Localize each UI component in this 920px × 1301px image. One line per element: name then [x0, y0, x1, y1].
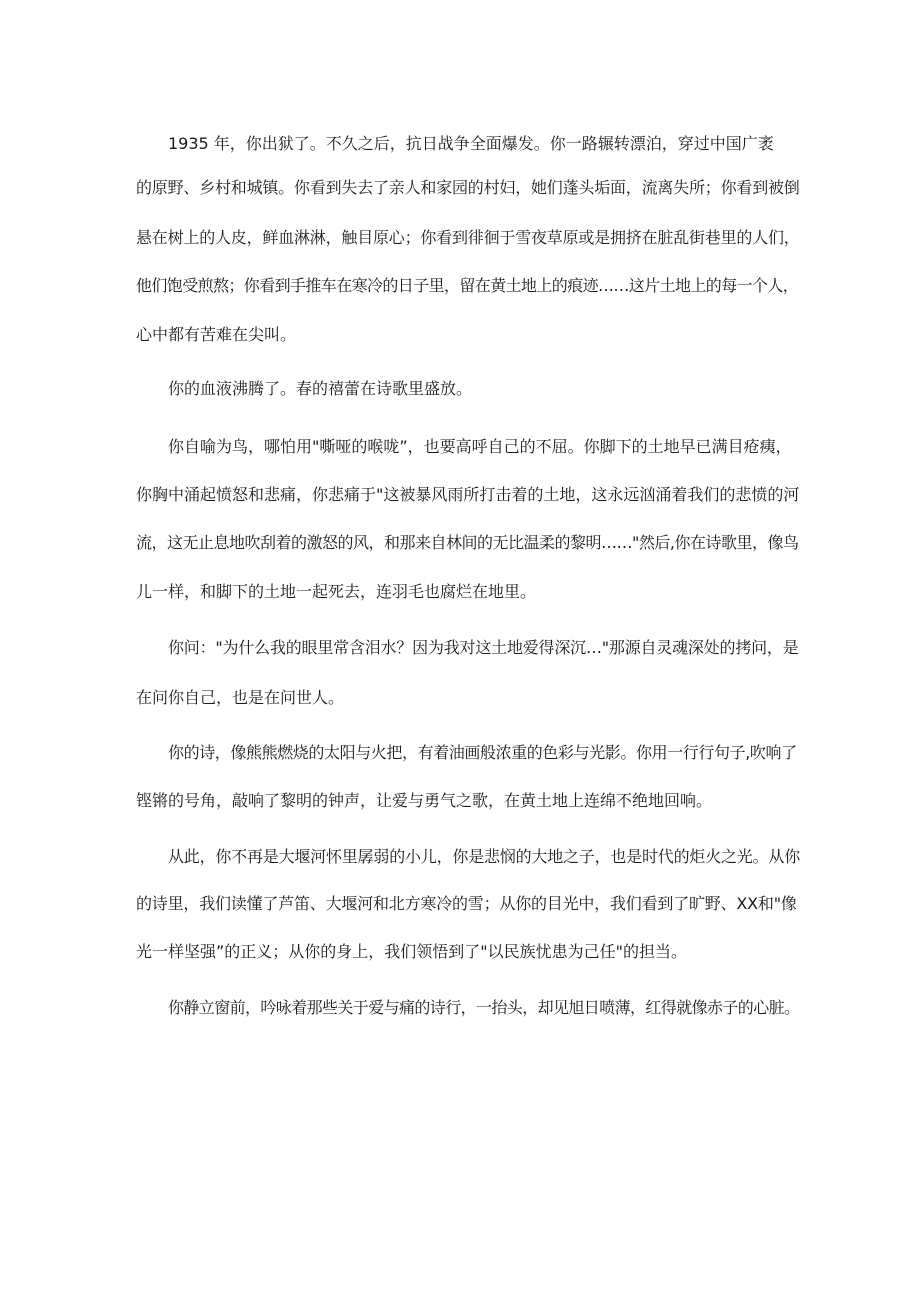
- paragraph-6-line-1: 从此，你不再是大堰河怀里孱弱的小儿，你是悲悯的大地之子，也是时代的炬火之光。从你: [168, 847, 801, 866]
- paragraph-5-line-2: 铿锵的号角，敲响了黎明的钟声，让爱与勇气之歌，在黄土地上连绵不绝地回响。: [136, 791, 713, 810]
- paragraph-3-line-1: 你自喻为鸟，哪怕用"嘶哑的喉咙”，也要高呼自己的不屈。你脚下的土地早已满目疮痍，: [168, 437, 792, 456]
- paragraph-1-line-1: 1935 年，你出狱了。不久之后，抗日战争全面爆发。你一路辗转漂泊，穿过中国广袤: [168, 134, 774, 153]
- paragraph-7-line-1: 你静立窗前，吟咏着那些关于爱与痛的诗行，一抬头，却见旭日喷薄，红得就像赤子的心脏。: [168, 998, 800, 1017]
- paragraph-6-line-2: 的诗里，我们读懂了芦笛、大堰河和北方寒冷的雪；从你的目光中，我们看到了旷野、XX和"像: [136, 894, 797, 913]
- paragraph-3-line-2: 你胸中涌起愤怒和悲痛，你悲痛于"这被暴风雨所打击着的土地，这永远汹涌着我们的悲愤的河: [136, 485, 800, 504]
- paragraph-1-line-4: 他们饱受煎熬；你看到手推车在寒冷的日子里，留在黄土地上的痕迹……这片土地上的每一个人，: [136, 276, 799, 295]
- paragraph-3-line-3: 流，这无止息地吹刮着的激怒的风，和那来自林间的无比温柔的黎明……"然后,你在诗歌里，像鸟: [136, 533, 799, 552]
- paragraph-3-line-4: 儿一样，和脚下的土地一起死去，连羽毛也腐烂在地里。: [136, 582, 537, 601]
- paragraph-5-line-1: 你的诗，像熊熊燃烧的太阳与火把，有着油画般浓重的色彩与光影。你用一行行句子,吹响了: [168, 743, 797, 762]
- paragraph-4-line-2: 在问你自己，也是在问世人。: [136, 688, 345, 707]
- paragraph-4-line-1: 你问："为什么我的眼里常含泪水？因为我对这土地爱得深沉…"那源自灵魂深处的拷问，是: [168, 638, 799, 657]
- paragraph-2-line-1: 你的血液沸腾了。春的禧蕾在诗歌里盛放。: [168, 379, 473, 398]
- paragraph-6-line-3: 光一样坚强”的正义；从你的身上，我们领悟到了"以民族忧患为己任"的担当。: [136, 942, 688, 961]
- paragraph-1-line-2: 的原野、乡村和城镇。你看到失去了亲人和家园的村妇，她们蓬头垢面，流离失所；你看到被倒: [136, 178, 800, 197]
- paragraph-1-line-5: 心中都有苦难在尖叫。: [136, 325, 297, 344]
- paragraph-1-line-3: 悬在树上的人皮，鲜血淋淋，触目原心；你看到徘徊于雪夜草原或是拥挤在脏乱街巷里的人们，: [136, 228, 800, 247]
